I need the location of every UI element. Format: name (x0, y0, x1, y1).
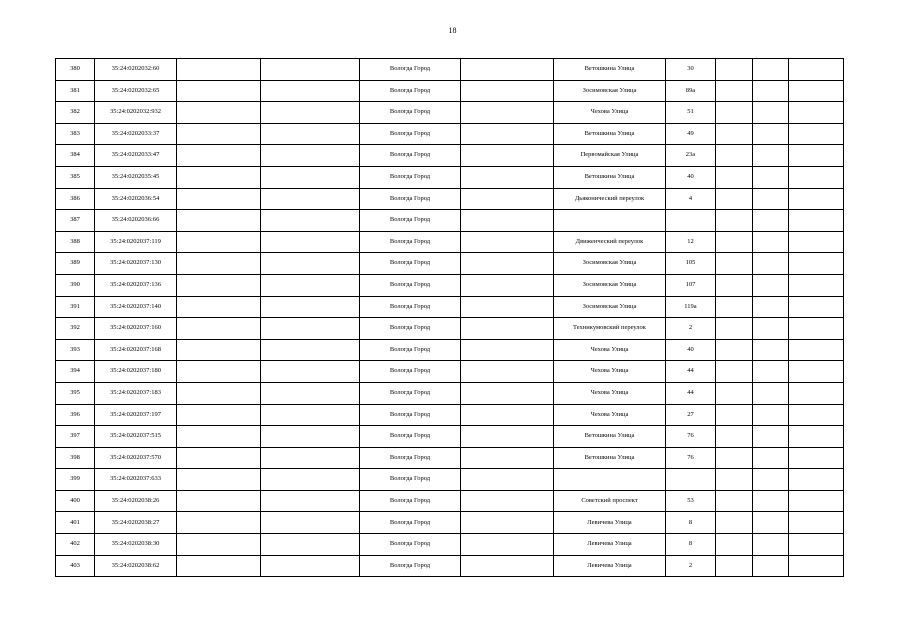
empty-cell (177, 361, 261, 383)
empty-cell (789, 361, 844, 383)
empty-cell (789, 102, 844, 124)
empty-cell (261, 534, 360, 556)
city-cell: Вологда Город (360, 534, 461, 556)
empty-cell (461, 274, 554, 296)
empty-cell (789, 555, 844, 577)
house-number-cell: 40 (666, 166, 716, 188)
house-number-cell: 53 (666, 490, 716, 512)
table-row (56, 382, 844, 404)
empty-cell (177, 145, 261, 167)
city-cell: Вологда Город (360, 166, 461, 188)
table-row (56, 102, 844, 124)
empty-cell (177, 404, 261, 426)
city-cell: Вологда Город (360, 339, 461, 361)
empty-cell (261, 512, 360, 534)
empty-cell (753, 166, 789, 188)
row-number-cell: 387 (56, 210, 95, 232)
row-number-cell: 388 (56, 231, 95, 253)
city-cell: Вологда Город (360, 318, 461, 340)
empty-cell (716, 512, 753, 534)
table-row (56, 274, 844, 296)
empty-cell (461, 447, 554, 469)
street-cell (554, 469, 666, 491)
row-number-cell: 380 (56, 59, 95, 81)
row-number-cell: 386 (56, 188, 95, 210)
empty-cell (261, 59, 360, 81)
empty-cell (789, 490, 844, 512)
cadastral-number-cell: 35:24:0202032:932 (95, 102, 177, 124)
street-cell: Чехова Улица (554, 102, 666, 124)
table-row (56, 210, 844, 232)
empty-cell (177, 59, 261, 81)
empty-cell (716, 382, 753, 404)
street-cell: Зосимовская Улица (554, 274, 666, 296)
empty-cell (261, 318, 360, 340)
street-cell: Зосимовская Улица (554, 253, 666, 275)
empty-cell (461, 469, 554, 491)
cadastral-number-cell: 35:24:0202032:60 (95, 59, 177, 81)
house-number-cell: 44 (666, 382, 716, 404)
empty-cell (261, 361, 360, 383)
row-number-cell: 399 (56, 469, 95, 491)
cadastral-number-cell: 35:24:0202037:168 (95, 339, 177, 361)
empty-cell (461, 426, 554, 448)
empty-cell (261, 145, 360, 167)
empty-cell (261, 274, 360, 296)
house-number-cell: 49 (666, 123, 716, 145)
empty-cell (177, 80, 261, 102)
house-number-cell: 40 (666, 339, 716, 361)
empty-cell (461, 231, 554, 253)
street-cell: Чехова Улица (554, 382, 666, 404)
empty-cell (461, 59, 554, 81)
house-number-cell: 51 (666, 102, 716, 124)
empty-cell (789, 59, 844, 81)
row-number-cell: 383 (56, 123, 95, 145)
house-number-cell (666, 469, 716, 491)
empty-cell (177, 534, 261, 556)
empty-cell (461, 339, 554, 361)
empty-cell (716, 102, 753, 124)
row-number-cell: 402 (56, 534, 95, 556)
empty-cell (789, 253, 844, 275)
cadastral-number-cell: 35:24:0202037:183 (95, 382, 177, 404)
empty-cell (789, 469, 844, 491)
empty-cell (716, 188, 753, 210)
cadastral-number-cell: 35:24:0202036:66 (95, 210, 177, 232)
empty-cell (753, 469, 789, 491)
empty-cell (261, 253, 360, 275)
empty-cell (716, 123, 753, 145)
row-number-cell: 391 (56, 296, 95, 318)
empty-cell (789, 296, 844, 318)
row-number-cell: 392 (56, 318, 95, 340)
empty-cell (461, 361, 554, 383)
city-cell: Вологда Город (360, 145, 461, 167)
empty-cell (461, 555, 554, 577)
street-cell: Техникумовский переулок (554, 318, 666, 340)
empty-cell (789, 188, 844, 210)
city-cell: Вологда Город (360, 382, 461, 404)
city-cell: Вологда Город (360, 123, 461, 145)
table-row (56, 166, 844, 188)
row-number-cell: 389 (56, 253, 95, 275)
row-number-cell: 400 (56, 490, 95, 512)
row-number-cell: 401 (56, 512, 95, 534)
house-number-cell: 119а (666, 296, 716, 318)
empty-cell (789, 382, 844, 404)
cadastral-number-cell: 35:24:0202037:633 (95, 469, 177, 491)
empty-cell (461, 188, 554, 210)
cadastral-number-cell: 35:24:0202033:37 (95, 123, 177, 145)
table-row (56, 447, 844, 469)
empty-cell (461, 296, 554, 318)
empty-cell (753, 361, 789, 383)
empty-cell (177, 123, 261, 145)
empty-cell (753, 512, 789, 534)
street-cell: Чехова Улица (554, 361, 666, 383)
empty-cell (716, 231, 753, 253)
empty-cell (753, 318, 789, 340)
row-number-cell: 390 (56, 274, 95, 296)
empty-cell (177, 102, 261, 124)
empty-cell (753, 59, 789, 81)
house-number-cell: 2 (666, 555, 716, 577)
house-number-cell: 12 (666, 231, 716, 253)
table-row (56, 404, 844, 426)
street-cell: Зосимовская Улица (554, 80, 666, 102)
empty-cell (461, 102, 554, 124)
city-cell: Вологда Город (360, 102, 461, 124)
empty-cell (177, 253, 261, 275)
house-number-cell: 23а (666, 145, 716, 167)
street-cell: Ветошкина Улица (554, 166, 666, 188)
table-row (56, 188, 844, 210)
table-row (56, 231, 844, 253)
city-cell: Вологда Город (360, 490, 461, 512)
street-cell: Движенческий переулок (554, 231, 666, 253)
empty-cell (461, 404, 554, 426)
house-number-cell: 107 (666, 274, 716, 296)
empty-cell (177, 296, 261, 318)
empty-cell (261, 382, 360, 404)
empty-cell (753, 253, 789, 275)
empty-cell (789, 318, 844, 340)
empty-cell (716, 318, 753, 340)
street-cell: Ветошкина Улица (554, 426, 666, 448)
empty-cell (753, 339, 789, 361)
house-number-cell: 4 (666, 188, 716, 210)
cadastral-number-cell: 35:24:0202037:119 (95, 231, 177, 253)
registry-table (55, 58, 844, 577)
table-row (56, 361, 844, 383)
empty-cell (753, 188, 789, 210)
empty-cell (753, 555, 789, 577)
empty-cell (753, 534, 789, 556)
empty-cell (716, 447, 753, 469)
cadastral-number-cell: 35:24:0202037:570 (95, 447, 177, 469)
empty-cell (716, 469, 753, 491)
empty-cell (177, 426, 261, 448)
empty-cell (177, 210, 261, 232)
cadastral-number-cell: 35:24:0202038:27 (95, 512, 177, 534)
row-number-cell: 397 (56, 426, 95, 448)
cadastral-number-cell: 35:24:0202036:54 (95, 188, 177, 210)
row-number-cell: 393 (56, 339, 95, 361)
empty-cell (177, 447, 261, 469)
city-cell: Вологда Город (360, 555, 461, 577)
empty-cell (789, 123, 844, 145)
empty-cell (177, 339, 261, 361)
empty-cell (261, 123, 360, 145)
empty-cell (261, 210, 360, 232)
empty-cell (261, 231, 360, 253)
empty-cell (789, 210, 844, 232)
empty-cell (461, 512, 554, 534)
empty-cell (177, 555, 261, 577)
empty-cell (261, 296, 360, 318)
cadastral-number-cell: 35:24:0202038:62 (95, 555, 177, 577)
empty-cell (461, 253, 554, 275)
empty-cell (261, 339, 360, 361)
empty-cell (177, 490, 261, 512)
empty-cell (261, 404, 360, 426)
empty-cell (261, 555, 360, 577)
empty-cell (753, 145, 789, 167)
empty-cell (716, 426, 753, 448)
table-row (56, 253, 844, 275)
empty-cell (753, 404, 789, 426)
table-row (56, 296, 844, 318)
empty-cell (461, 80, 554, 102)
empty-cell (753, 296, 789, 318)
city-cell: Вологда Город (360, 426, 461, 448)
house-number-cell: 76 (666, 426, 716, 448)
street-cell: Советский проспект (554, 490, 666, 512)
cadastral-number-cell: 35:24:0202037:136 (95, 274, 177, 296)
table-row (56, 426, 844, 448)
empty-cell (716, 166, 753, 188)
street-cell (554, 210, 666, 232)
table-row (56, 512, 844, 534)
empty-cell (753, 80, 789, 102)
street-cell: Чехова Улица (554, 404, 666, 426)
empty-cell (753, 490, 789, 512)
house-number-cell: 8 (666, 512, 716, 534)
empty-cell (177, 274, 261, 296)
empty-cell (716, 534, 753, 556)
empty-cell (461, 123, 554, 145)
row-number-cell: 381 (56, 80, 95, 102)
street-cell: Дьяконический переулок (554, 188, 666, 210)
cadastral-number-cell: 35:24:0202037:197 (95, 404, 177, 426)
street-cell: Зосимовская Улица (554, 296, 666, 318)
empty-cell (716, 59, 753, 81)
street-cell: Чехова Улица (554, 339, 666, 361)
house-number-cell: 8 (666, 534, 716, 556)
empty-cell (461, 145, 554, 167)
registry-body (56, 59, 844, 577)
house-number-cell: 44 (666, 361, 716, 383)
street-cell: Левичева Улица (554, 555, 666, 577)
empty-cell (461, 166, 554, 188)
empty-cell (789, 145, 844, 167)
house-number-cell: 89а (666, 80, 716, 102)
table-row (56, 469, 844, 491)
house-number-cell: 30 (666, 59, 716, 81)
street-cell: Первомайская Улица (554, 145, 666, 167)
table-row (56, 59, 844, 81)
empty-cell (177, 231, 261, 253)
empty-cell (177, 382, 261, 404)
city-cell: Вологда Город (360, 59, 461, 81)
empty-cell (716, 339, 753, 361)
empty-cell (789, 426, 844, 448)
empty-cell (789, 404, 844, 426)
empty-cell (716, 296, 753, 318)
city-cell: Вологда Город (360, 296, 461, 318)
row-number-cell: 382 (56, 102, 95, 124)
house-number-cell: 27 (666, 404, 716, 426)
empty-cell (753, 210, 789, 232)
table-row (56, 339, 844, 361)
house-number-cell: 2 (666, 318, 716, 340)
empty-cell (461, 210, 554, 232)
empty-cell (461, 382, 554, 404)
city-cell: Вологда Город (360, 210, 461, 232)
street-cell: Ветошкина Улица (554, 59, 666, 81)
empty-cell (177, 166, 261, 188)
street-cell: Левичева Улица (554, 512, 666, 534)
page-number: 18 (448, 26, 457, 35)
city-cell: Вологда Город (360, 80, 461, 102)
cadastral-number-cell: 35:24:0202038:26 (95, 490, 177, 512)
empty-cell (177, 512, 261, 534)
empty-cell (716, 80, 753, 102)
house-number-cell (666, 210, 716, 232)
row-number-cell: 396 (56, 404, 95, 426)
table-row (56, 123, 844, 145)
empty-cell (753, 382, 789, 404)
empty-cell (716, 253, 753, 275)
empty-cell (716, 361, 753, 383)
empty-cell (716, 145, 753, 167)
street-cell: Ветошкина Улица (554, 447, 666, 469)
empty-cell (261, 102, 360, 124)
empty-cell (789, 339, 844, 361)
empty-cell (261, 469, 360, 491)
cadastral-number-cell: 35:24:0202037:160 (95, 318, 177, 340)
empty-cell (261, 166, 360, 188)
row-number-cell: 398 (56, 447, 95, 469)
empty-cell (716, 210, 753, 232)
empty-cell (716, 555, 753, 577)
city-cell: Вологда Город (360, 231, 461, 253)
cadastral-number-cell: 35:24:0202037:515 (95, 426, 177, 448)
empty-cell (177, 188, 261, 210)
empty-cell (461, 318, 554, 340)
city-cell: Вологда Город (360, 253, 461, 275)
row-number-cell: 385 (56, 166, 95, 188)
row-number-cell: 394 (56, 361, 95, 383)
city-cell: Вологда Город (360, 361, 461, 383)
empty-cell (177, 469, 261, 491)
row-number-cell: 403 (56, 555, 95, 577)
empty-cell (789, 166, 844, 188)
empty-cell (789, 534, 844, 556)
row-number-cell: 384 (56, 145, 95, 167)
empty-cell (261, 426, 360, 448)
empty-cell (753, 274, 789, 296)
street-cell: Ветошкина Улица (554, 123, 666, 145)
empty-cell (461, 490, 554, 512)
row-number-cell: 395 (56, 382, 95, 404)
table-row (56, 145, 844, 167)
cadastral-number-cell: 35:24:0202033:47 (95, 145, 177, 167)
city-cell: Вологда Город (360, 469, 461, 491)
empty-cell (753, 102, 789, 124)
empty-cell (261, 447, 360, 469)
empty-cell (261, 188, 360, 210)
cadastral-number-cell: 35:24:0202037:130 (95, 253, 177, 275)
empty-cell (753, 231, 789, 253)
empty-cell (177, 318, 261, 340)
empty-cell (716, 490, 753, 512)
empty-cell (789, 512, 844, 534)
table-row (56, 80, 844, 102)
house-number-cell: 105 (666, 253, 716, 275)
empty-cell (753, 426, 789, 448)
table-row (56, 555, 844, 577)
empty-cell (753, 123, 789, 145)
empty-cell (461, 534, 554, 556)
city-cell: Вологда Город (360, 188, 461, 210)
table-row (56, 318, 844, 340)
empty-cell (716, 274, 753, 296)
empty-cell (753, 447, 789, 469)
table-row (56, 490, 844, 512)
house-number-cell: 76 (666, 447, 716, 469)
table-row (56, 534, 844, 556)
cadastral-number-cell: 35:24:0202035:45 (95, 166, 177, 188)
street-cell: Левичева Улица (554, 534, 666, 556)
cadastral-number-cell: 35:24:0202038:30 (95, 534, 177, 556)
city-cell: Вологда Город (360, 447, 461, 469)
cadastral-number-cell: 35:24:0202032:65 (95, 80, 177, 102)
empty-cell (261, 490, 360, 512)
empty-cell (716, 404, 753, 426)
empty-cell (261, 80, 360, 102)
city-cell: Вологда Город (360, 512, 461, 534)
city-cell: Вологда Город (360, 274, 461, 296)
empty-cell (789, 231, 844, 253)
empty-cell (789, 274, 844, 296)
empty-cell (789, 80, 844, 102)
cadastral-number-cell: 35:24:0202037:180 (95, 361, 177, 383)
empty-cell (789, 447, 844, 469)
cadastral-number-cell: 35:24:0202037:140 (95, 296, 177, 318)
city-cell: Вологда Город (360, 404, 461, 426)
